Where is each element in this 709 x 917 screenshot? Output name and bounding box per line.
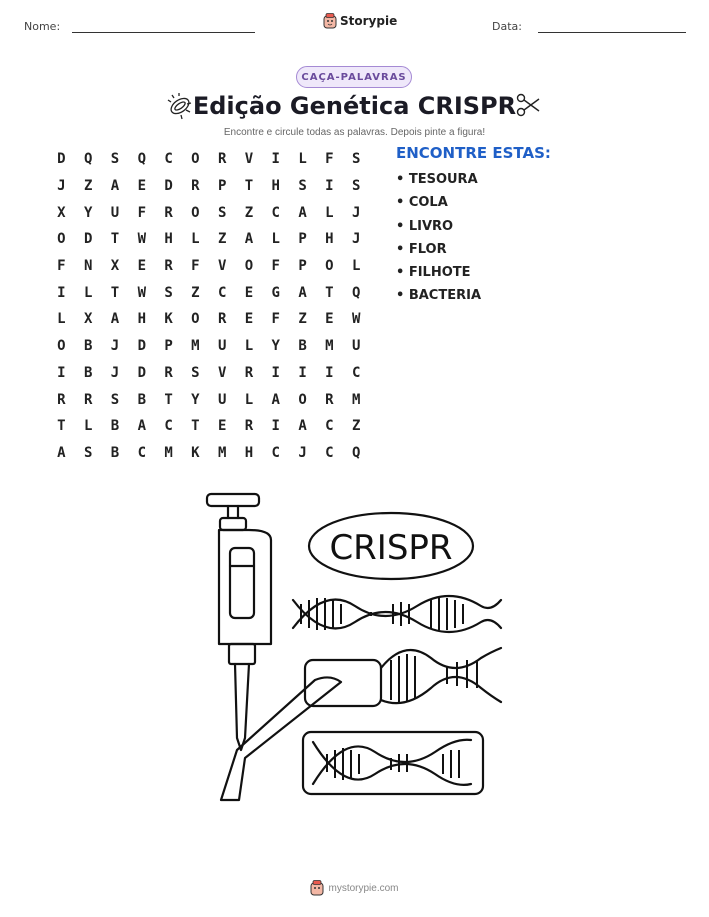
grid-letter[interactable]: R: [244, 418, 254, 435]
grid-letter[interactable]: J: [110, 338, 120, 355]
grid-letter[interactable]: L: [83, 418, 93, 435]
grid-letter[interactable]: A: [137, 418, 146, 435]
grid-letter[interactable]: C: [325, 444, 334, 461]
grid-row: [48, 173, 370, 200]
grid-row: [48, 226, 370, 253]
grid-letter[interactable]: H: [244, 444, 254, 461]
grid-letter[interactable]: T: [57, 418, 66, 435]
grid-letter[interactable]: A: [298, 418, 307, 435]
grid-letter[interactable]: C: [271, 204, 280, 221]
grid-letter[interactable]: X: [110, 258, 120, 275]
grid-letter[interactable]: L: [57, 311, 66, 328]
syringe-plunger-top: [207, 494, 259, 506]
grid-letter[interactable]: L: [191, 231, 200, 248]
grid-letter[interactable]: H: [137, 311, 146, 328]
grid-letter[interactable]: H: [271, 178, 280, 195]
grid-letter[interactable]: L: [298, 151, 307, 168]
grid-letter[interactable]: P: [164, 338, 173, 355]
date-label: Data:: [492, 20, 522, 33]
grid-letter[interactable]: E: [325, 311, 334, 328]
grid-letter[interactable]: V: [244, 151, 254, 168]
grid-letter[interactable]: B: [83, 338, 93, 355]
grid-row: [48, 146, 370, 173]
grid-letter[interactable]: M: [217, 444, 227, 461]
grid-letter[interactable]: O: [244, 258, 254, 275]
grid-row: [48, 279, 370, 306]
grid-row: [48, 333, 370, 360]
crispr-label: CRISPR: [329, 528, 453, 568]
grid-letter[interactable]: O: [57, 338, 66, 355]
grid-letter[interactable]: Z: [191, 284, 200, 301]
grid-letter[interactable]: M: [351, 391, 361, 408]
grid-letter[interactable]: R: [164, 258, 173, 275]
grid-letter[interactable]: V: [217, 258, 227, 275]
grid-letter[interactable]: S: [351, 178, 361, 195]
grid-letter[interactable]: T: [244, 178, 254, 195]
grid-letter[interactable]: L: [244, 391, 254, 408]
grid-letter[interactable]: H: [325, 231, 334, 248]
grid-letter[interactable]: O: [298, 391, 307, 408]
grid-letter[interactable]: T: [191, 418, 200, 435]
grid-letter[interactable]: T: [164, 391, 173, 408]
grid-letter[interactable]: S: [110, 391, 120, 408]
word-list-item: • BACTERIA: [396, 288, 482, 304]
grid-letter[interactable]: A: [57, 444, 66, 461]
grid-letter[interactable]: Z: [351, 418, 361, 435]
grid-row: [48, 360, 370, 387]
grid-letter[interactable]: F: [325, 151, 334, 168]
grid-letter[interactable]: F: [191, 258, 200, 275]
grid-letter[interactable]: I: [271, 418, 280, 435]
grid-letter[interactable]: G: [271, 284, 280, 301]
grid-letter[interactable]: M: [191, 338, 200, 355]
grid-letter[interactable]: J: [110, 364, 120, 381]
grid-row: [48, 386, 370, 413]
grid-letter[interactable]: P: [298, 231, 307, 248]
grid-letter[interactable]: B: [110, 444, 120, 461]
instructions: Encontre e circule todas as palavras. Depois pinte a figura!: [223, 127, 486, 138]
footer-url[interactable]: mystorypie.com: [328, 882, 399, 894]
grid-letter[interactable]: U: [351, 338, 361, 355]
grid-letter[interactable]: F: [57, 258, 66, 275]
word-list-item: • TESOURA: [396, 172, 478, 187]
grid-letter[interactable]: W: [137, 231, 146, 248]
grid-letter[interactable]: L: [351, 258, 361, 275]
grid-letter[interactable]: U: [217, 338, 227, 355]
grid-letter[interactable]: Q: [83, 151, 93, 168]
grid-letter[interactable]: R: [191, 178, 200, 195]
grid-letter[interactable]: P: [298, 258, 307, 275]
grid-letter[interactable]: I: [325, 178, 334, 195]
grid-letter[interactable]: W: [351, 311, 361, 328]
grid-letter[interactable]: S: [298, 178, 307, 195]
grid-letter[interactable]: D: [137, 364, 146, 381]
grid-letter[interactable]: C: [325, 418, 334, 435]
grid-letter[interactable]: J: [298, 444, 307, 461]
word-list-item: • FLOR: [396, 241, 447, 257]
grid-letter[interactable]: Z: [298, 311, 307, 328]
grid-letter[interactable]: M: [325, 338, 334, 355]
category-badge: CAÇA-PALAVRAS: [296, 66, 412, 88]
word-list-item: • COLA: [396, 195, 448, 211]
grid-letter[interactable]: E: [244, 284, 254, 301]
grid-letter[interactable]: I: [271, 151, 280, 168]
grid-letter[interactable]: K: [164, 311, 173, 328]
date-line[interactable]: [538, 32, 686, 33]
word-list-title: ENCONTRE ESTAS:: [396, 144, 551, 162]
grid-letter[interactable]: C: [164, 151, 173, 168]
syringe-dna-illustration: [195, 488, 515, 816]
grid-letter[interactable]: O: [191, 151, 200, 168]
grid-letter[interactable]: I: [57, 364, 66, 381]
grid-letter[interactable]: S: [164, 284, 173, 301]
grid-row: [48, 306, 370, 333]
grid-letter[interactable]: T: [325, 284, 334, 301]
grid-letter[interactable]: I: [57, 284, 66, 301]
grid-letter[interactable]: Q: [137, 151, 146, 168]
grid-letter[interactable]: R: [244, 364, 254, 381]
grid-letter[interactable]: S: [83, 444, 93, 461]
grid-letter[interactable]: X: [83, 311, 93, 328]
grid-letter[interactable]: Z: [217, 231, 227, 248]
name-label: Nome:: [24, 20, 61, 33]
grid-letter[interactable]: Y: [271, 338, 280, 355]
grid-letter[interactable]: L: [244, 338, 254, 355]
grid-letter[interactable]: B: [110, 418, 120, 435]
grid-letter[interactable]: M: [164, 444, 173, 461]
grid-letter[interactable]: E: [137, 258, 146, 275]
grid-letter[interactable]: T: [110, 284, 120, 301]
page-title: Edição Genética CRISPR: [192, 92, 517, 120]
grid-letter[interactable]: L: [325, 204, 334, 221]
grid-letter[interactable]: A: [110, 311, 120, 328]
grid-letter[interactable]: L: [83, 284, 93, 301]
grid-letter[interactable]: D: [137, 338, 146, 355]
grid-letter[interactable]: S: [191, 364, 200, 381]
grid-letter[interactable]: D: [164, 178, 173, 195]
grid-letter[interactable]: I: [325, 364, 334, 381]
grid-letter[interactable]: Q: [351, 284, 361, 301]
grid-letter[interactable]: S: [217, 204, 227, 221]
grid-letter[interactable]: R: [164, 364, 173, 381]
grid-letter[interactable]: E: [217, 418, 227, 435]
grid-letter[interactable]: A: [244, 231, 254, 248]
grid-letter[interactable]: E: [244, 311, 254, 328]
grid-letter[interactable]: Z: [83, 178, 93, 195]
grid-letter[interactable]: Y: [83, 204, 93, 221]
grid-letter[interactable]: N: [83, 258, 93, 275]
grid-letter[interactable]: A: [271, 391, 280, 408]
grid-letter[interactable]: Q: [351, 444, 361, 461]
grid-letter[interactable]: R: [217, 151, 227, 168]
footer: [0, 880, 709, 896]
grid-letter[interactable]: I: [298, 364, 307, 381]
grid-letter[interactable]: X: [57, 204, 66, 221]
grid-letter[interactable]: A: [298, 204, 307, 221]
grid-letter[interactable]: R: [217, 311, 227, 328]
grid-letter[interactable]: J: [351, 231, 361, 248]
grid-letter[interactable]: C: [164, 418, 173, 435]
grid-letter[interactable]: F: [271, 258, 280, 275]
grid-letter[interactable]: U: [217, 391, 227, 408]
grid-letter[interactable]: Z: [244, 204, 254, 221]
brand-name: Storypie: [340, 14, 398, 28]
grid-letter[interactable]: D: [83, 231, 93, 248]
grid-letter[interactable]: D: [57, 151, 66, 168]
word-list: [396, 170, 481, 310]
grid-letter[interactable]: K: [191, 444, 200, 461]
grid-row: [48, 413, 370, 440]
grid-letter[interactable]: E: [137, 178, 146, 195]
grid-letter[interactable]: A: [298, 284, 307, 301]
grid-letter[interactable]: C: [137, 444, 146, 461]
word-list-item: • FILHOTE: [396, 265, 471, 281]
grid-letter[interactable]: B: [298, 338, 307, 355]
name-line[interactable]: [72, 32, 255, 33]
grid-letter[interactable]: S: [351, 151, 361, 168]
grid-letter[interactable]: O: [325, 258, 334, 275]
grid-letter[interactable]: F: [271, 311, 280, 328]
grid-letter[interactable]: C: [351, 364, 361, 381]
grid-letter[interactable]: O: [191, 311, 200, 328]
grid-letter[interactable]: T: [110, 231, 120, 248]
word-list-item: • LIVRO: [396, 218, 454, 234]
grid-letter[interactable]: O: [57, 231, 66, 248]
grid-letter[interactable]: Y: [191, 391, 200, 408]
grid-row: [48, 253, 370, 280]
grid-letter[interactable]: O: [191, 204, 200, 221]
grid-letter[interactable]: B: [83, 364, 93, 381]
scissors-icon: [515, 92, 541, 118]
grid-letter[interactable]: F: [137, 204, 146, 221]
grid-letter[interactable]: V: [217, 364, 227, 381]
grid-letter[interactable]: B: [137, 391, 146, 408]
mascot-icon: [310, 880, 324, 896]
grid-letter[interactable]: I: [271, 364, 280, 381]
grid-letter[interactable]: C: [271, 444, 280, 461]
grid-letter[interactable]: H: [164, 231, 173, 248]
grid-letter[interactable]: R: [164, 204, 173, 221]
grid-row: [48, 440, 370, 467]
brand-logo: [323, 13, 397, 29]
grid-letter[interactable]: R: [83, 391, 93, 408]
mascot-icon: [323, 13, 337, 29]
grid-letter[interactable]: J: [57, 178, 66, 195]
grid-letter[interactable]: A: [110, 178, 120, 195]
grid-letter[interactable]: W: [137, 284, 146, 301]
grid-letter[interactable]: R: [325, 391, 334, 408]
grid-letter[interactable]: U: [110, 204, 120, 221]
grid-letter[interactable]: L: [271, 231, 280, 248]
grid-letter[interactable]: R: [57, 391, 66, 408]
letter-grid[interactable]: [48, 146, 370, 466]
grid-letter[interactable]: C: [217, 284, 227, 301]
dna-edit-block: [305, 660, 381, 706]
grid-row: [48, 199, 370, 226]
grid-letter[interactable]: J: [351, 204, 361, 221]
grid-letter[interactable]: P: [217, 178, 227, 195]
grid-letter[interactable]: S: [110, 151, 120, 168]
